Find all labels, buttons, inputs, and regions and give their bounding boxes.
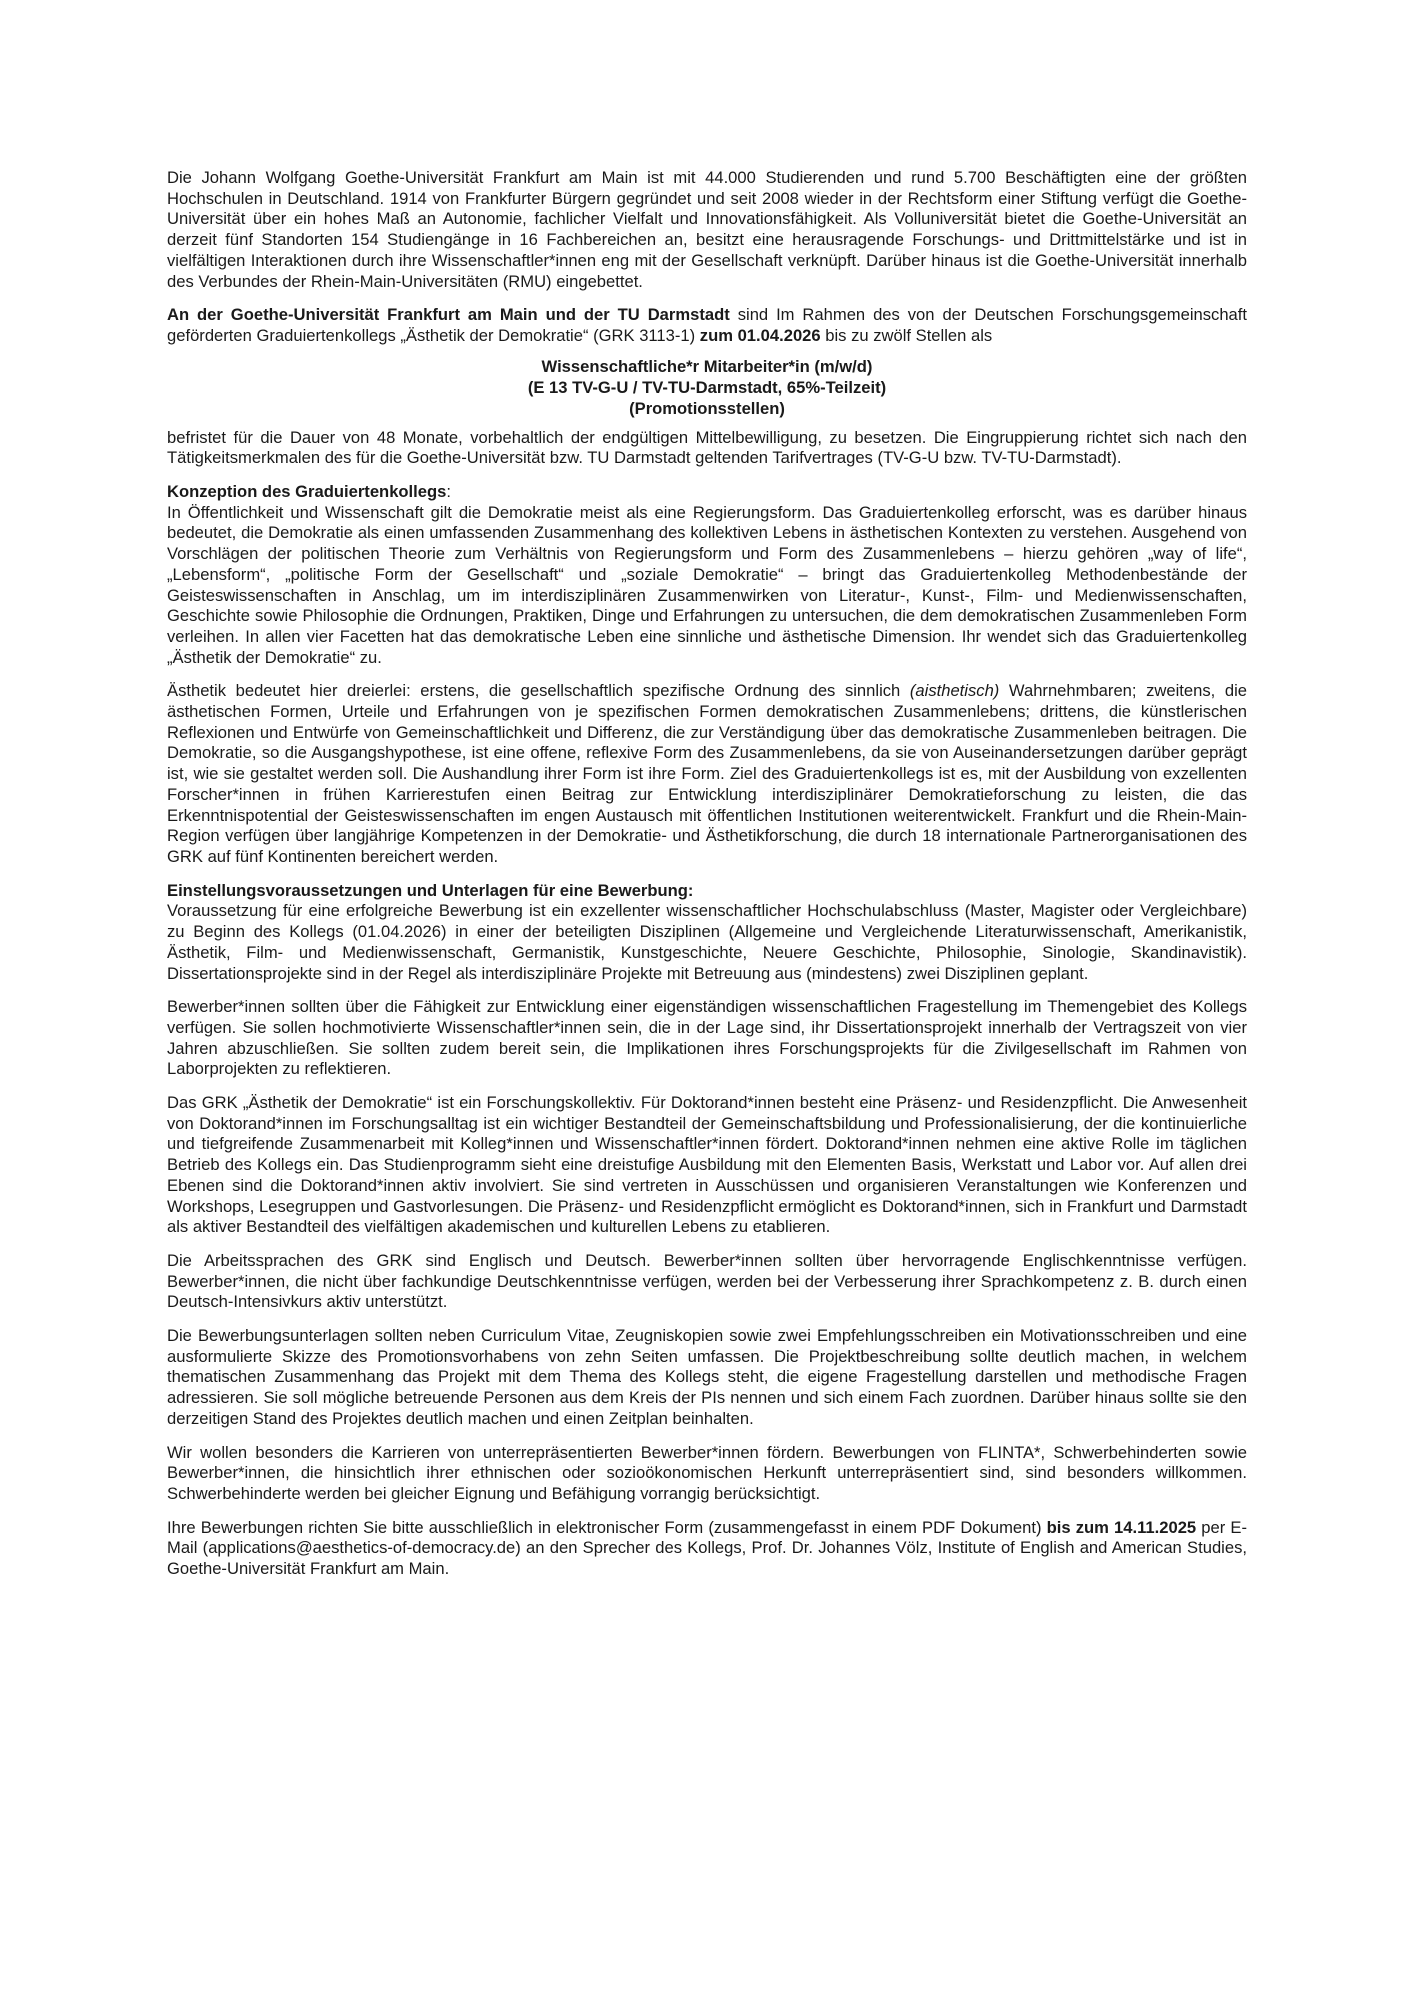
requirements-heading: Einstellungsvoraussetzungen und Unterlagen für eine Bewerbung: (167, 880, 694, 900)
application-deadline: bis zum 14.11.2025 (1046, 1517, 1197, 1537)
konzeption-p2-start: Ästhetik bedeutet hier dreierlei: erstens, die gesellschaftlich spezifische Ordnung des sinnlich (167, 681, 910, 701)
konzeption-heading-colon: : (446, 482, 451, 502)
konzeption-paragraph-1: In Öffentlichkeit und Wissenschaft gilt die Demokratie meist als eine Regierungsform. Das Graduiertenkolleg erforscht, was es darüber hinaus bedeutet, die Demokratie als einen umfassenden Zusammenhang des kollektiven Lebens in ästhetischen Kontexten zu verstehen. Ausgehend von Vorschlägen der politischen Theorie zum Verhältnis von Regierungsform und Form des Zusammenlebens – hierzu gehören „way of life“, „Lebensform“, „politische Form der Gesellschaft“ und „soziale Demokratie“ – bringt das Graduiertenkolleg Methodenbestände der Geisteswissenschaften in Anschlag, um im interdisziplinären Zusammenwirken von Literatur-, Kunst-, Film- und Medienwissenschaften, Geschichte sowie Philosophie die Ordnungen, Praktiken, Dinge und Erfahrungen zu untersuchen, die dem demokratischen Zusammenleben Form verleihen. In allen vier Facetten hat das demokratische Leben eine sinnliche und ästhetische Dimension. Ihr wendet sich das Graduiertenkolleg „Ästhetik der Demokratie“ zu. (167, 502, 1247, 667)
konzeption-p2-rest: Wahrnehmbaren; zweitens, die ästhetischen Formen, Urteile und Erfahrungen von je spezifischen Formen demokratischen Zusammenlebens; drittens, die künstlerischen Reflexionen und Entwürfe von Gemeinschaftlichkeit und Differenz, die zur Verständigung über das demokratische Zusammenleben beitragen. Die Demokratie, so die Ausgangshypothese, ist eine offene, reflexive Form des Zusammenlebens, da sie von Auseinandersetzungen darüber geprägt ist, wie sie gestaltet werden soll. Die Aushandlung ihrer Form ist ihre Form. Ziel des Graduiertenkollegs ist es, mit der Ausbildung von exzellenten Forscher*innen in frühen Karrierestufen einen Beitrag zur Entwicklung interdisziplinärer Demokratieforschung zu leisten, die das Erkenntnispotential der Geisteswissenschaften im engen Austausch mit öffentlichen Institutionen weiterentwickelt. Frankfurt und die Rhein-Main-Region verfügen über langjährige Kompetenzen in der Demokratie- und Ästhetikforschung, die durch 18 internationale Partnerorganisationen des GRK auf fünf Kontinenten bereichert werden. (167, 681, 1248, 866)
requirements-paragraph-5: Die Bewerbungsunterlagen sollten neben Curriculum Vitae, Zeugniskopien sowie zwei Empfehlungsschreiben ein Motivationsschreiben und eine ausformulierte Skizze des Promotionsvorhabens von zehn Seiten umfassen. Die Projektbeschreibung sollte deutlich machen, in welchem thematischen Zusammenhang das Projekt mit dem Thema des Kollegs steht, die eigene Fragestellung darstellen und methodische Fragen adressieren. Sie soll mögliche betreuende Personen aus dem Kreis der PIs nennen und sich einem Fach zuordnen. Darüber hinaus sollte sie den derzeitigen Stand des Projektes deutlich machen und einen Zeitplan beinhalten. (167, 1326, 1247, 1428)
position-title-block (167, 356, 1247, 419)
konzeption-section (167, 482, 1247, 868)
intro-paragraph: Die Johann Wolfgang Goethe-Universität Frankfurt am Main ist mit 44.000 Studierenden und rund 5.700 Beschäftigten eine der größten Hochschulen in Deutschland. 1914 von Frankfurter Bürgern gegründet und seit 2008 wieder in der Rechtsform einer Stiftung verfügt die Goethe-Universität über ein hohes Maß an Autonomie, fachlicher Vielfalt und Innovationsfähigkeit. Als Volluniversität bietet die Goethe-Universität an derzeit fünf Standorten 154 Studiengänge in 16 Fachbereichen an, besitzt eine herausragende Forschungs- und Drittmittelstärke und ist in vielfältigen Interaktionen durch ihre Wissenschaftler*innen eng mit der Gesellschaft verknüpft. Darüber hinaus ist die Goethe-Universität innerhalb des Verbundes der Rhein-Main-Universitäten (RMU) eingebettet. (167, 168, 1247, 291)
announcement-lead: An der Goethe-Universität Frankfurt am Main und der TU Darmstadt (167, 305, 730, 325)
konzeption-paragraph-2 (167, 681, 1247, 867)
requirements-paragraph-3: Das GRK „Ästhetik der Demokratie“ ist ein Forschungskollektiv. Für Doktorand*innen besteht eine Präsenz- und Residenzpflicht. Die Anwesenheit von Doktorand*innen im Forschungsalltag ist ein wichtiger Bestandteil der Gemeinschaftsbildung und Professionalisierung, der die kontinuierliche und tiefgreifende Zusammenarbeit mit Kolleg*innen und Wissenschaftler*innen fördert. Doktorand*innen nehmen eine aktive Rolle im täglichen Betrieb des Kollegs ein. Das Studienprogramm sieht eine dreistufige Ausbildung mit den Elementen Basis, Werkstatt und Labor vor. Auf allen drei Ebenen sind die Doktorand*innen aktiv involviert. Sie sind vertreten in Ausschüssen und organisieren Veranstaltungen wie Konferenzen und Workshops, Lesegruppen und Gastvorlesungen. Die Präsenz- und Residenzpflicht ermöglicht es Doktorand*innen, sich in Frankfurt und Darmstadt als aktiver Bestandteil des vielfältigen akademischen und kulturellen Lebens zu etablieren. (167, 1093, 1247, 1237)
terms-paragraph: befristet für die Dauer von 48 Monate, vorbehaltlich der endgültigen Mittelbewilligung, zu besetzen. Die Eingruppierung richtet sich nach den Tätigkeitsmerkmalen des für die Goethe-Universität bzw. TU Darmstadt geltenden Tarifvertrages (TV-G-U bzw. TV-TU-Darmstadt). (167, 427, 1247, 468)
position-type: (Promotionsstellen) (629, 398, 785, 418)
start-date: zum 01.04.2026 (699, 325, 821, 345)
konzeption-p2-italic: (aisthetisch) (909, 681, 1000, 701)
closing-paragraph (167, 1518, 1247, 1580)
konzeption-heading (167, 482, 1247, 503)
announcement-text: sind Im Rahmen des von der Deutschen Forschungsgemeinschaft geförderten Graduiertenkollegs „Ästhetik der Demokratie“ (GRK 3113-1) (167, 305, 1248, 345)
konzeption-heading-text: Konzeption des Graduiertenkollegs (167, 482, 447, 502)
position-title: Wissenschaftliche*r Mitarbeiter*in (m/w/d) (541, 356, 873, 376)
job-posting-document (167, 168, 1247, 1593)
announcement-paragraph (167, 305, 1247, 346)
announcement-end: bis zu zwölf Stellen als (820, 325, 993, 345)
requirements-paragraph-1: Voraussetzung für eine erfolgreiche Bewerbung ist ein exzellenter wissenschaftlicher Hochschulabschluss (Master, Magister oder Vergleichbare) zu Beginn des Kollegs (01.04.2026) in einer der beteiligten Disziplinen (Allgemeine und Vergleichende Literaturwissenschaft, Amerikanistik, Ästhetik, Film- und Medienwissenschaft, Germanistik, Kunstgeschichte, Neuere Geschichte, Philosophie, Sinologie, Skandinavistik). Dissertationsprojekte sind in der Regel als interdisziplinäre Projekte mit Betreuung aus (mindestens) zwei Disziplinen geplant. (167, 901, 1247, 983)
position-pay-grade: (E 13 TV-G-U / TV-TU-Darmstadt, 65%-Teilzeit) (527, 377, 887, 397)
requirements-paragraph-6: Wir wollen besonders die Karrieren von unterrepräsentierten Bewerber*innen fördern. Bewerbungen von FLINTA*, Schwerbehinderten sowie Bewerber*innen, die hinsichtlich ihrer ethnischen oder sozioökonomischen Herkunft unterrepräsentiert sind, sind besonders willkommen. Schwerbehinderte werden bei gleicher Eignung und Befähigung vorrangig berücksichtigt. (167, 1442, 1247, 1503)
closing-text-start: Ihre Bewerbungen richten Sie bitte ausschließlich in elektronischer Form (zusammengefasst in einem PDF Dokument) (167, 1517, 1047, 1537)
requirements-paragraph-4: Die Arbeitssprachen des GRK sind Englisch und Deutsch. Bewerber*innen sollten über hervorragende Englischkenntnisse verfügen. Bewerber*innen, die nicht über fachkundige Deutschkenntnisse verfügen, werden bei der Verbesserung ihrer Sprachkompetenz z. B. durch einen Deutsch-Intensivkurs aktiv unterstützt. (167, 1250, 1247, 1312)
requirements-paragraph-2: Bewerber*innen sollten über die Fähigkeit zur Entwicklung einer eigenständigen wissenschaftlichen Fragestellung im Themengebiet des Kollegs verfügen. Sie sollen hochmotivierte Wissenschaftler*innen sein, die in der Lage sind, ihr Dissertationsprojekt innerhalb der Vertragszeit von vier Jahren abzuschließen. Sie sollten zudem bereit sein, die Implikationen ihres Forschungsprojekts für die Zivilgesellschaft im Rahmen von Laborprojekten zu reflektieren. (167, 997, 1247, 1079)
requirements-section (167, 881, 1247, 1505)
closing-text-end: per E-Mail (applications@aesthetics-of-democracy.de) an den Sprecher des Kollegs, Prof. Dr. Johannes Völz, Institute of English and American Studies, Goethe-Universität Frankfurt am Main. (167, 1517, 1247, 1579)
